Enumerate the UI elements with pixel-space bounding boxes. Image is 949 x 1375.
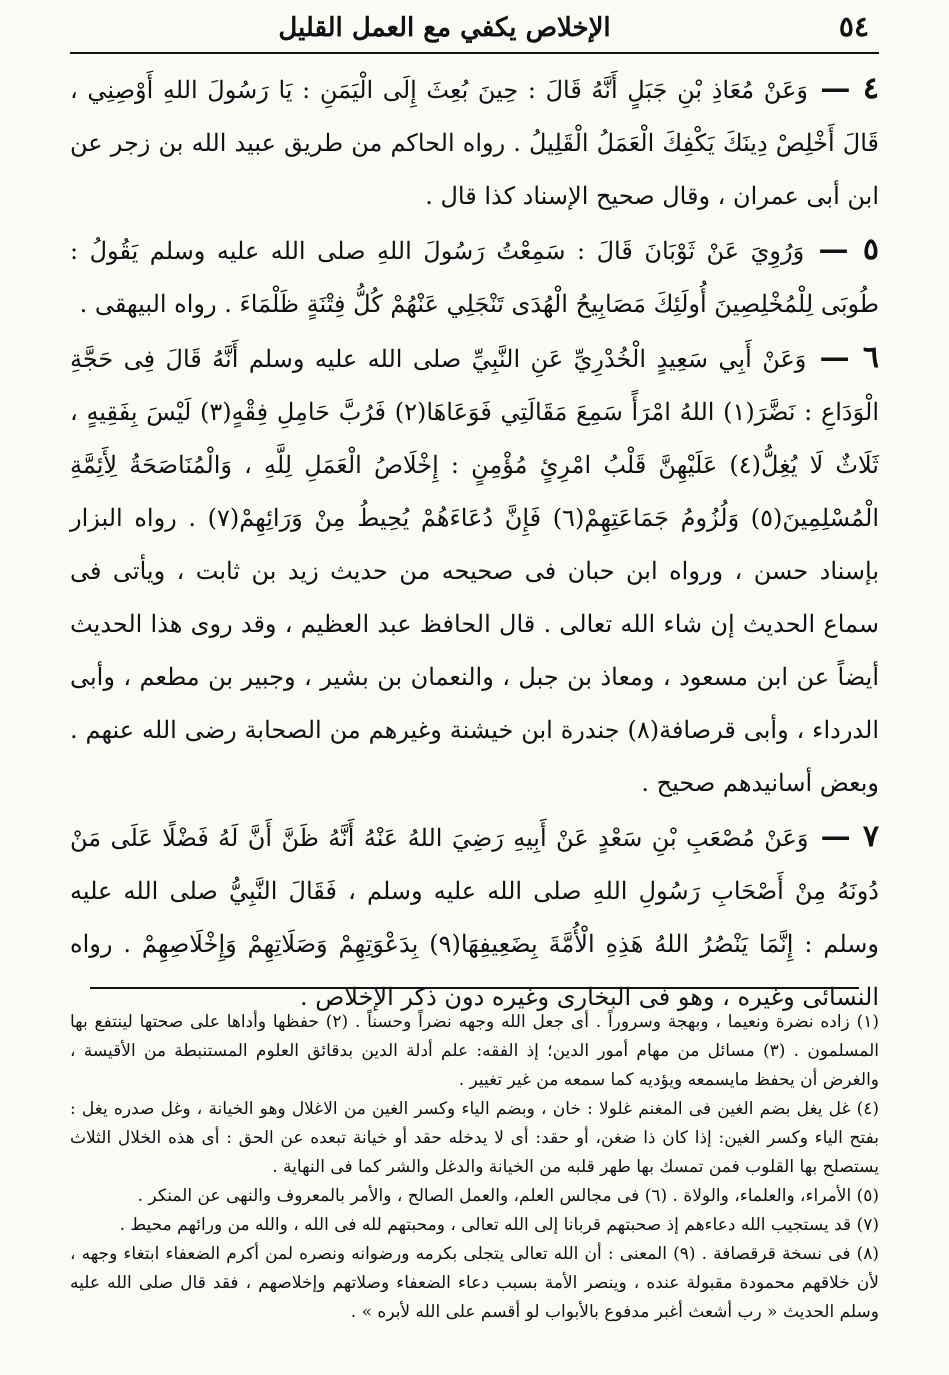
page-header: [70, 8, 879, 48]
hadith-5: [70, 223, 879, 331]
footnote-8-9: (٨) فى نسخة قرقصافة . (٩) المعنى : أن الله تعالى يتجلى بكرمه ورضوانه ونصره لمن أكرم الضعفاء ابتغاء وجهه ، لأن خلاقهم محمودة مقبولة عنده ، وينصر الأمة بسبب دعاء الضعفاء وصلاتهم وإخلاصهم ، فقد قال صلى الله عليه وسلم الحديث « رب أشعث أغبر مدفوع بالأبواب لو أقسم على الله لأبره » .: [70, 1244, 879, 1322]
footnote-divider: [90, 987, 859, 989]
hadith-text: وَعَنْ مُعَاذِ بْنِ جَبَلٍ أَنَّهُ قَالَ : حِينَ بُعِثَ إِلَى الْيَمَنِ : يَا رَسُولَ اللهِ أَوْصِنِي ، قَالَ أَخْلِصْ دِينَكَ يَكْفِكَ الْعَمَلُ الْقَلِيلُ . رواه الحاكم من طريق عبيد الله بن زجر عن ابن أبى عمران ، وقال صحيح الإسناد كذا قال .: [70, 76, 879, 210]
hadith-number: ٦ —: [806, 340, 879, 375]
footnotes: [70, 1008, 879, 1327]
running-title: الإخلاص يكفي مع العمل القليل: [278, 13, 611, 43]
hadith-text: وَعَنْ أَبِي سَعِيدٍ الْخُدْرِيِّ عَنِ النَّبِيِّ صلى الله عليه وسلم أَنَّهُ قَالَ فِى حَجَّةِ الْوَدَاعِ : نَضَّرَ(١) اللهُ امْرَأً سَمِعَ مَقَالَتِي فَوَعَاهَا(٢) فَرُبَّ حَامِلِ فِقْهٍ(٣) لَيْسَ بِفَقِيهٍ ، ثَلَاثٌ لَا يُغِلُّ(٤) عَلَيْهِنَّ قَلْبُ امْرِئٍ مُؤْمِنٍ : إِخْلَاصُ الْعَمَلِ لِلَّهِ ، وَالْمُنَاصَحَةُ لِأَئِمَّةِ الْمُسْلِمِينَ(٥) وَلُزُومُ جَمَاعَتِهِمْ(٦) فَإِنَّ دُعَاءَهُمْ يُحِيطُ مِنْ وَرَائِهِمْ(٧) . رواه البزار بإسناد حسن ، ورواه ابن حبان فى صحيحه من حديث زيد بن ثابت ، ويأتى فى سماع الحديث إن شاء الله تعالى . قال الحافظ عبد العظيم ، وقد روى هذا الحديث أيضاً عن ابن مسعود ، ومعاذ بن جبل ، والنعمان بن بشير ، وجبير بن مطعم ، وأبى الدرداء ، وأبى قرصافة(٨) جندرة ابن خيشنة وغيرهم من الصحابة رضى الله عنهم . وبعض أسانيدهم صحيح .: [70, 345, 880, 797]
hadith-4: [70, 62, 879, 223]
footnote-1-3: (١) زاده نضرة ونعيما ، وبهجة وسروراً . أى جعل الله وجهه نضراً وحسناً . (٢) حفظها وأداها على صحتها لينتفع بها المسلمون . (٣) مسائل من مهام أمور الدين؛ إذ الفقه: علم أدلة الدين بدقائق العلوم المستنبطة من الأقيسة ، والغرض أن يحفظ مايسمعه ويؤديه كما سمعه من غير تغيير .: [70, 1012, 879, 1090]
hadith-text: وَعَنْ مُصْعَبِ بْنِ سَعْدٍ عَنْ أَبِيهِ رَضِيَ اللهُ عَنْهُ أَنَّهُ ظَنَّ أَنَّ لَهُ فَضْلًا عَلَى مَنْ دُونَهُ مِنْ أَصْحَابِ رَسُولِ اللهِ صلى الله عليه وسلم ، فَقَالَ النَّبِيُّ صلى الله عليه وسلم : إِنَّمَا يَنْصُرُ اللهُ هَذِهِ الْأُمَّةَ بِضَعِيفِهَا(٩) بِدَعْوَتِهِمْ وَصَلَاتِهِمْ وَإِخْلَاصِهِمْ . رواه النسائى وغيره ، وهو فى البخارى وغيره دون ذكر الإخلاص .: [70, 824, 879, 1011]
hadith-7: [70, 810, 879, 1024]
footnote-4: (٤) غل يغل بضم الغين فى المغنم غلولا : خان ، وبضم الياء وكسر الغين من الاغلال وهو الخيانة ، وغل صدره يغل : بفتح الياء وكسر الغين: إذا كان ذا ضغن، أو حقد: أى لا يدخله حقد أو خيانة تبعده عن الحق : أى هذه الخلال الثلاث يستصلح بها القلوب فمن تمسك بها طهر قلبه من الخيانة والدغل والشر كما فى النهاية .: [70, 1099, 879, 1177]
footnote-5-6: (٥) الأمراء، والعلماء، والولاة . (٦) فى مجالس العلم، والعمل الصالح ، والأمر بالمعروف والنهى عن المنكر .: [137, 1186, 879, 1206]
hadith-number: ٥ —: [804, 232, 879, 267]
page-number: ٥٤: [838, 10, 869, 43]
main-text: [70, 62, 879, 1024]
hadith-6: [70, 331, 879, 810]
header-divider: [70, 52, 879, 54]
hadith-number: ٤ —: [808, 71, 879, 106]
footnote-7: (٧) قد يستجيب الله دعاءهم إذ صحبتهم قربانا إلى الله تعالى ، ومحبتهم لله فى الله ، والله من ورائهم محيط .: [119, 1215, 879, 1235]
hadith-number: ٧ —: [808, 819, 879, 854]
hadith-text: وَرُوِيَ عَنْ ثَوْبَانَ قَالَ : سَمِعْتُ رَسُولَ اللهِ صلى الله عليه وسلم يَقُولُ : طُوبَى لِلْمُخْلِصِينَ أُولَئِكَ مَصَابِيحُ الْهُدَى تَنْجَلِي عَنْهُمْ كُلُّ فِتْنَةٍ ظَلْمَاءَ . رواه البيهقى .: [70, 237, 879, 318]
